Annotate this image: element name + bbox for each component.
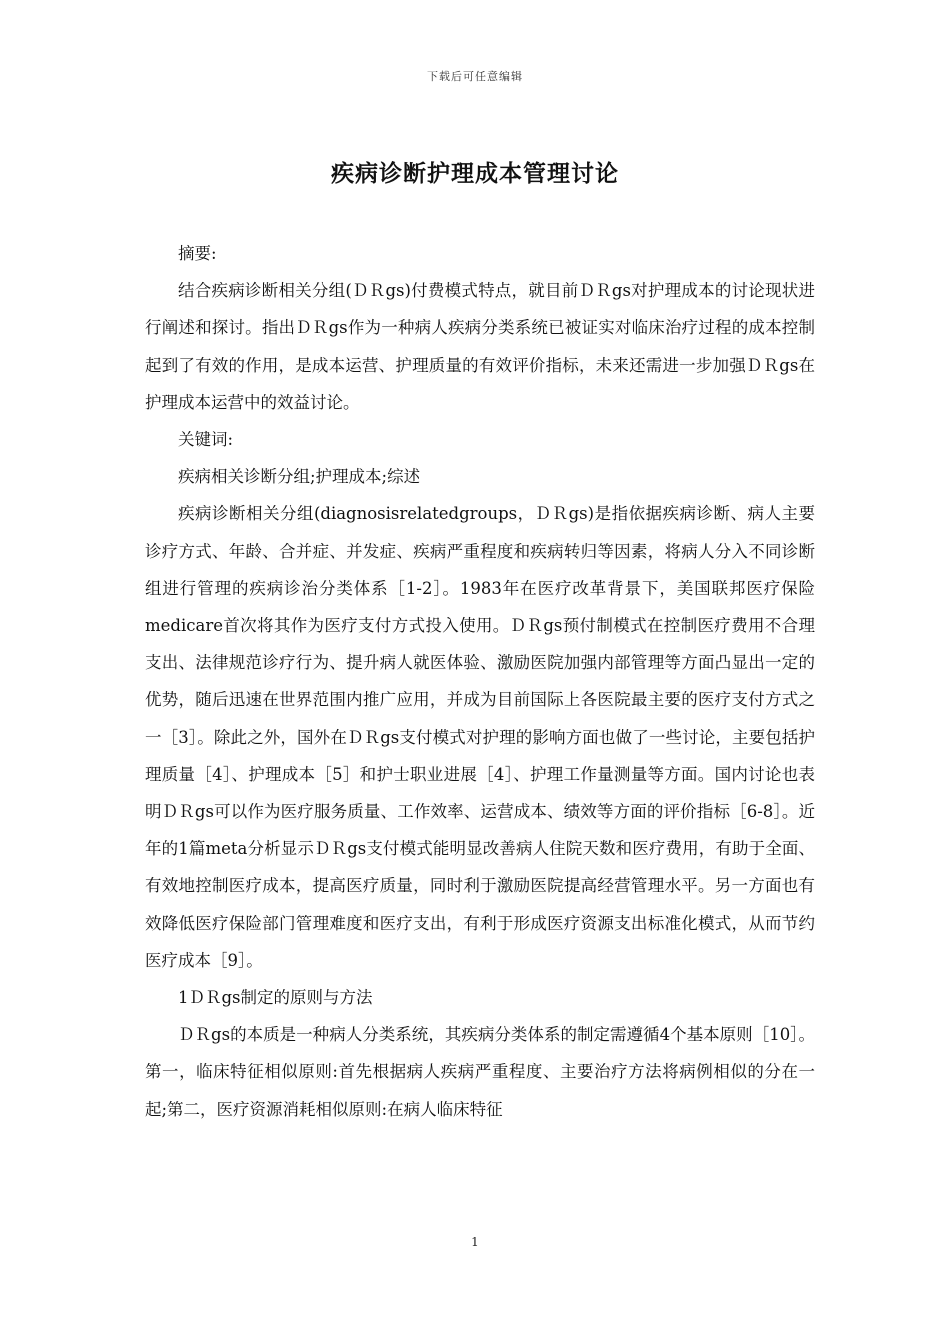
abstract-heading: 摘要: (178, 244, 217, 263)
section-paragraph: ＤＲgs的本质是一种病人分类系统，其疾病分类体系的制定需遵循4个基本原则［10］。第一，临床特征相似原则:首先根据病人疾病严重程度、主要治疗方法将病例相似的分在一起;第二，医疗资源消耗相似原则:在病人临床特征 (145, 1025, 815, 1119)
document-body (145, 235, 815, 1128)
document-title: 疾病诊断护理成本管理讨论 (331, 161, 619, 187)
section-heading: 1ＤＲgs制定的原则与方法 (178, 988, 373, 1008)
keywords-heading: 关键词: (178, 430, 234, 450)
header-note: 下载后可任意编辑 (427, 70, 523, 83)
page-number: 1 (471, 1235, 479, 1249)
introduction-paragraph: 疾病诊断相关分组(diagnosisrelatedgroups，ＤＲgs)是指依据疾病诊断、病人主要诊疗方式、年龄、合并症、并发症、疾病严重程度和疾病转归等因素，将病人分入不同诊断组进行管理的疾病诊治分类体系［1-2］。1983年在医疗改革背景下，美国联邦医疗保险medicare首次将其作为医疗支付方式投入使用。ＤＲgs预付制模式在控制医疗费用不合理支出、法律规范诊疗行为、提升病人就医体验、激励医院加强内部管理等方面凸显出一定的优势，随后迅速在世界范围内推广应用，并成为目前国际上各医院最主要的医疗支付方式之一［3］。除此之外，国外在ＤＲgs支付模式对护理的影响方面也做了一些讨论，主要包括护理质量［4］、护理成本［5］和护士职业进展［4］、护理工作量测量等方面。国内讨论也表明ＤＲgs可以作为医疗服务质量、工作效率、运营成本、绩效等方面的评价指标［6-8］。近年的1篇meta分析显示ＤＲgs支付模式能明显改善病人住院天数和医疗费用，有助于全面、有效地控制医疗成本，提高医疗质量，同时利于激励医院提高经营管理水平。另一方面也有效降低医疗保险部门管理难度和医疗支出，有利于形成医疗资源支出标准化模式，从而节约医疗成本［9］。 (145, 504, 815, 970)
keywords-paragraph: 疾病相关诊断分组;护理成本;综述 (178, 467, 421, 487)
abstract-paragraph: 结合疾病诊断相关分组(ＤＲgs)付费模式特点，就目前ＤＲgs对护理成本的讨论现状进行阐述和探讨。指出ＤＲgs作为一种病人疾病分类系统已被证实对临床治疗过程的成本控制起到了有效的作用，是成本运营、护理质量的有效评价指标，未来还需进一步加强ＤＲgs在护理成本运营中的效益讨论。 (145, 281, 815, 412)
